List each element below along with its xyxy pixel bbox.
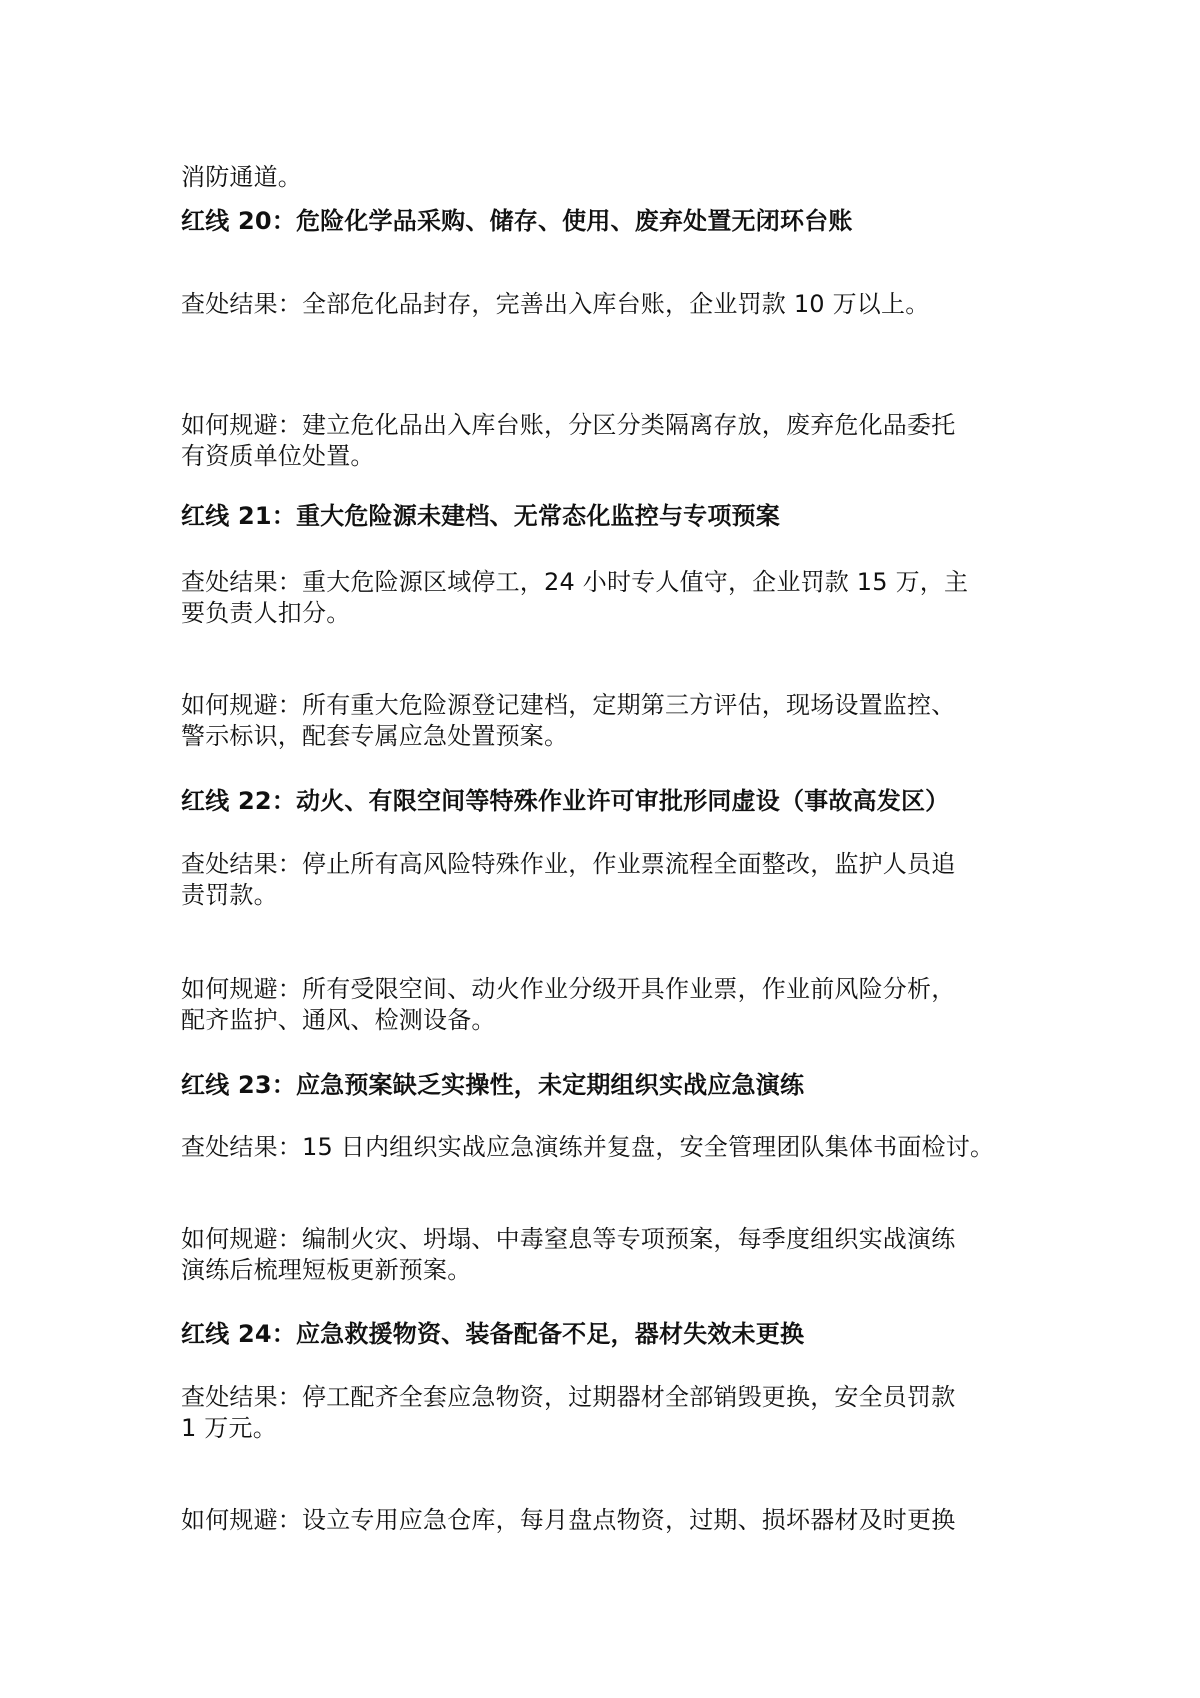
text-line: 查处结果：重大危险源区域停工，24 小时专人值守，企业罚款 15 万，主 xyxy=(181,568,969,596)
redline-22-heading: 红线 22：动火、有限空间等特殊作业许可审批形同虚设（事故高发区） xyxy=(181,787,950,815)
text-line: 如何规避：编制火灾、坍塌、中毒窒息等专项预案，每季度组织实战演练 xyxy=(181,1225,956,1253)
redline-24-heading: 红线 24：应急救援物资、装备配备不足，器材失效未更换 xyxy=(181,1320,805,1348)
text-line: 查处结果：全部危化品封存，完善出入库台账，企业罚款 10 万以上。 xyxy=(181,290,930,318)
redline-21-heading: 红线 21：重大危险源未建档、无常态化监控与专项预案 xyxy=(181,502,780,530)
text-line: 警示标识，配套专属应急处置预案。 xyxy=(181,722,569,750)
text-line: 有资质单位处置。 xyxy=(181,442,375,470)
text-line: 责罚款。 xyxy=(181,881,278,909)
text-line: 查处结果：停工配齐全套应急物资，过期器材全部销毁更换，安全员罚款 xyxy=(181,1383,956,1411)
redline-23-heading: 红线 23：应急预案缺乏实操性，未定期组织实战应急演练 xyxy=(181,1071,805,1099)
text-line: 查处结果：停止所有高风险特殊作业，作业票流程全面整改，监护人员追 xyxy=(181,850,956,878)
text-line: 如何规避：建立危化品出入库台账，分区分类隔离存放，废弃危化品委托 xyxy=(181,411,956,439)
text-line: 查处结果：15 日内组织实战应急演练并复盘，安全管理团队集体书面检讨。 xyxy=(181,1133,995,1161)
text-line: 如何规避：所有重大危险源登记建档，定期第三方评估，现场设置监控、 xyxy=(181,691,956,719)
text-line: 要负责人扣分。 xyxy=(181,599,351,627)
text-line: 如何规避：设立专用应急仓库，每月盘点物资，过期、损坏器材及时更换 xyxy=(181,1506,956,1534)
text-line: 配齐监护、通风、检测设备。 xyxy=(181,1006,496,1034)
text-line: 演练后梳理短板更新预案。 xyxy=(181,1256,472,1284)
text-line: 如何规避：所有受限空间、动火作业分级开具作业票，作业前风险分析， xyxy=(181,975,956,1003)
text-line: 消防通道。 xyxy=(181,163,302,191)
text-line: 1 万元。 xyxy=(181,1414,277,1442)
redline-20-heading: 红线 20：危险化学品采购、储存、使用、废弃处置无闭环台账 xyxy=(181,207,853,235)
